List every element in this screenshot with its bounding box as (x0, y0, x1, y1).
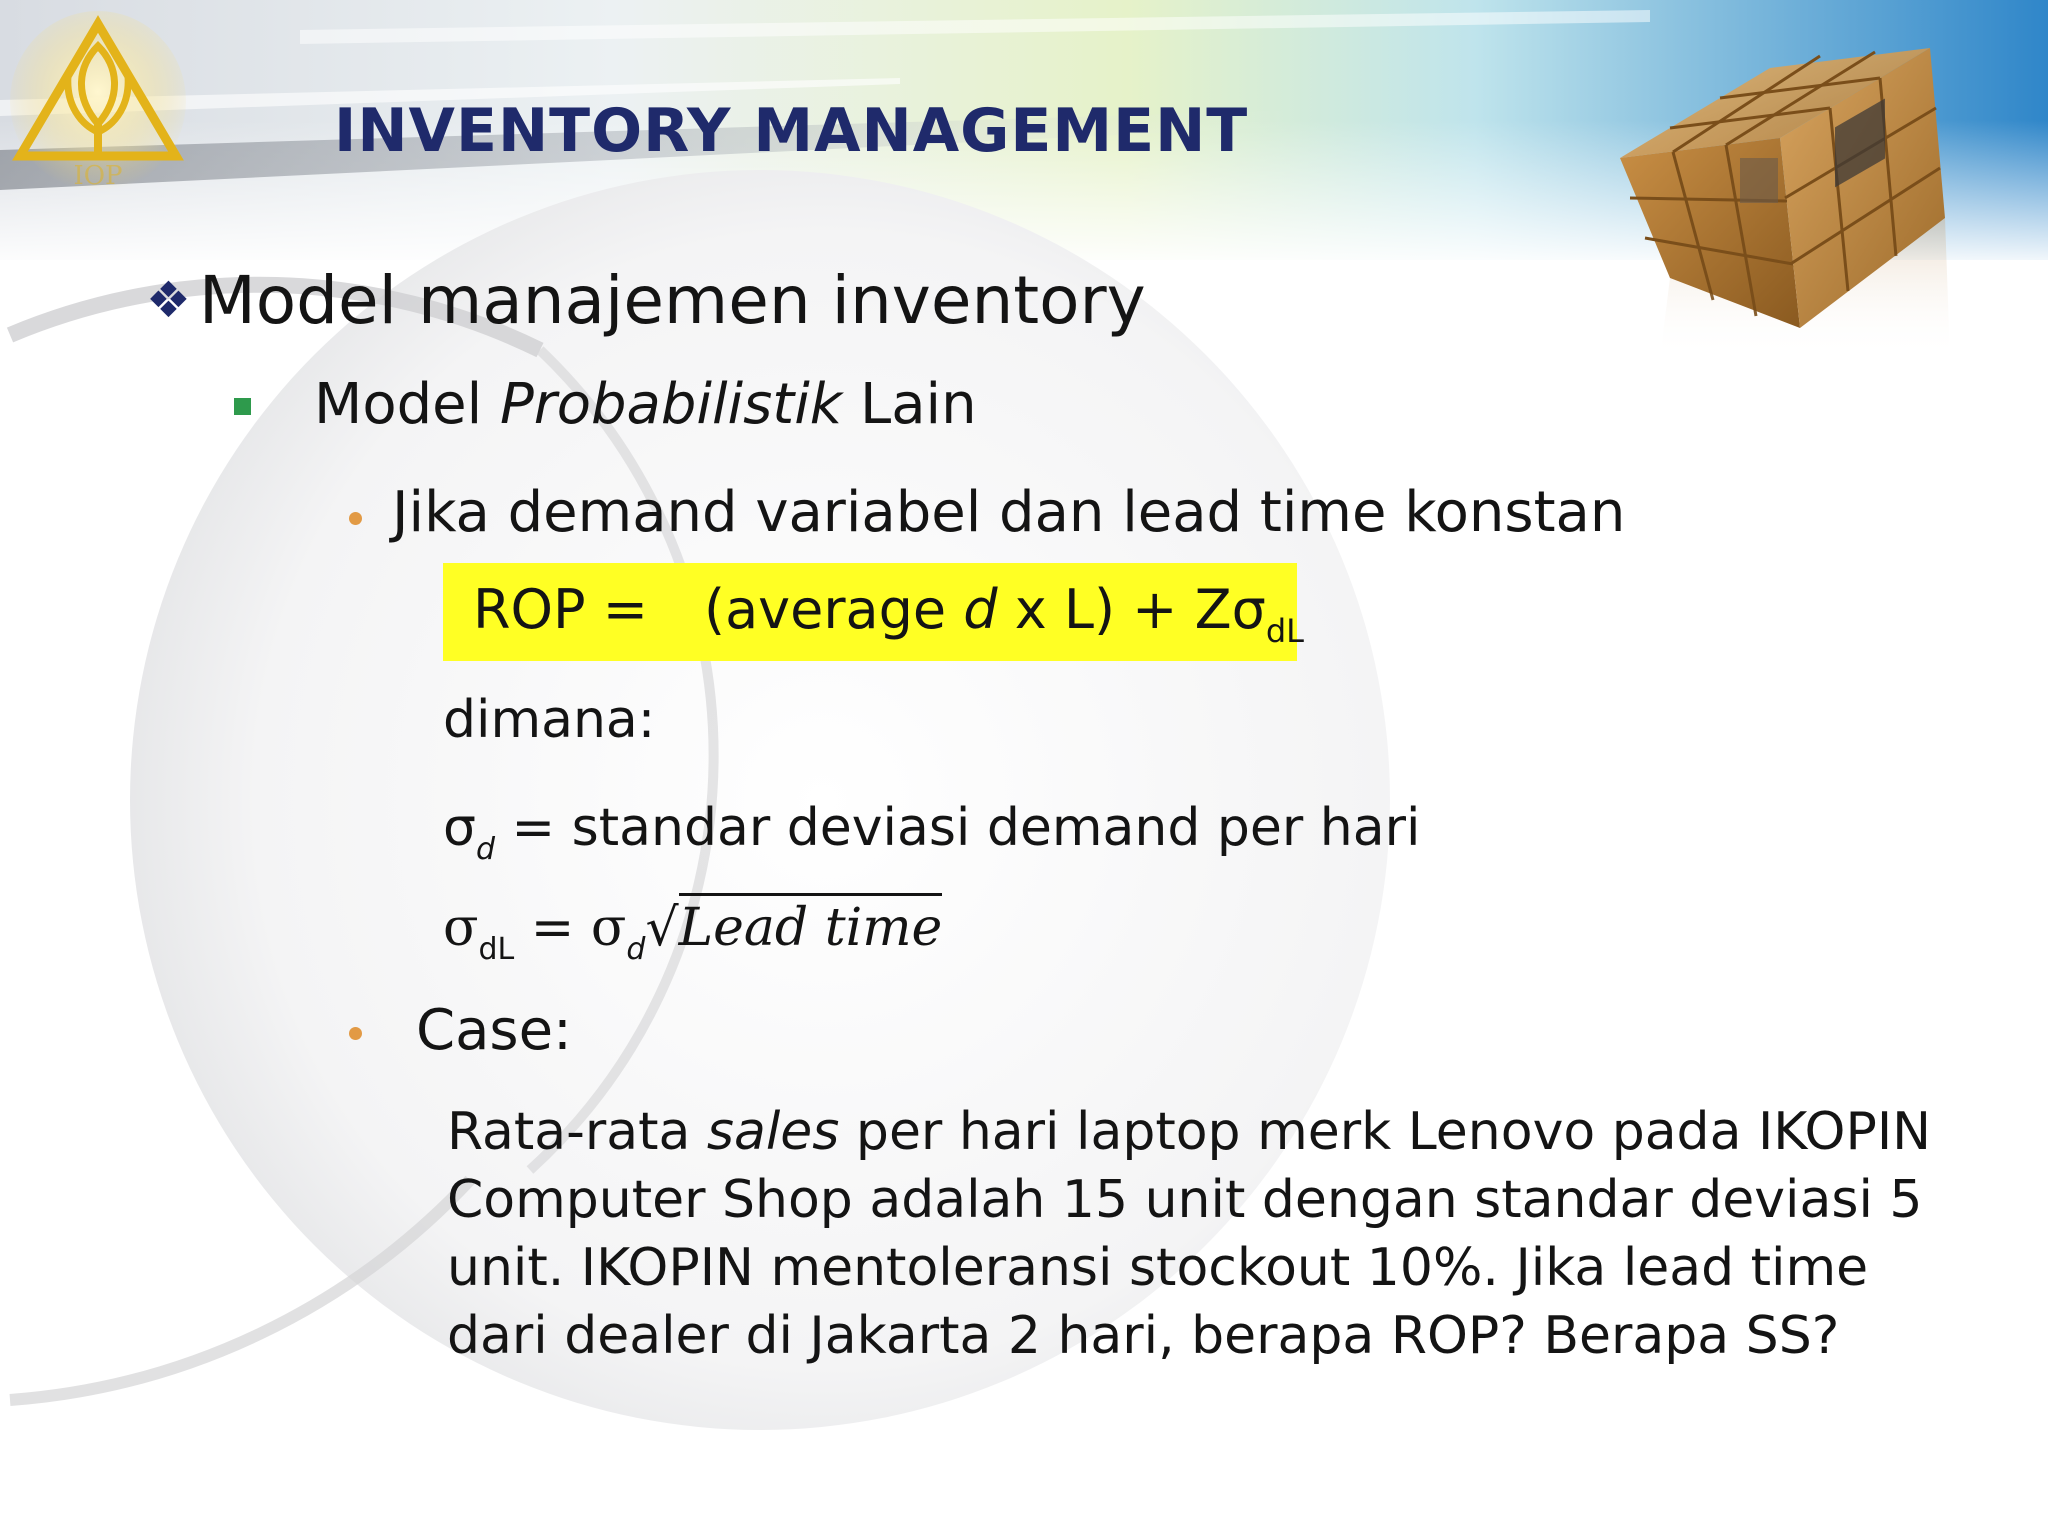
ikopin-logo-icon (8, 6, 188, 196)
level2-text-before: Model (314, 372, 500, 437)
def1-text: = standar deviasi demand per hari (495, 798, 1421, 858)
dot-bullet-icon (349, 512, 362, 525)
def2-subscript: dL (478, 932, 515, 967)
case-line-text: Rata-rata (447, 1102, 707, 1162)
rop-formula (473, 578, 1304, 650)
case-line (447, 1098, 2007, 1166)
formula-sigma: σ (1231, 578, 1266, 641)
formula-lhs: ROP = (473, 578, 648, 641)
definition-sigma-d (443, 798, 1420, 867)
case-line (447, 1166, 2007, 1234)
case-paragraph (447, 1098, 2007, 1370)
level2-text-italic: Probabilistik (499, 372, 843, 437)
svg-text:IOP: IOP (73, 161, 123, 191)
def2-subscript2: d (626, 932, 646, 967)
level1-item (146, 262, 1146, 339)
def2-equals: = (514, 898, 591, 958)
def1-subscript: d (475, 832, 496, 867)
case-label: Case: (416, 998, 572, 1063)
case-line-italic: sales (706, 1102, 840, 1162)
formula-rhs-mid: x L) + Z (997, 578, 1232, 641)
dot-bullet-icon (349, 1027, 362, 1040)
level2-text-after: Lain (842, 372, 977, 437)
diamond-bullet-icon: ❖ (146, 271, 191, 329)
def2-sigma2: σ (590, 898, 627, 958)
formula-rhs-open: (average (704, 578, 964, 641)
slide-title: INVENTORY MANAGEMENT (334, 96, 1249, 166)
level1-text: Model manajemen inventory (198, 262, 1146, 339)
level2-item (314, 372, 977, 437)
level3-item: Jika demand variabel dan lead time konstan (392, 480, 1626, 545)
square-bullet-icon (234, 398, 251, 415)
photo-cube-icon (1600, 28, 1960, 358)
def2-radicand: Lead time (679, 893, 943, 958)
case-line-text: unit. IKOPIN mentoleransi stockout 10%. Jika lead time (447, 1238, 1869, 1298)
formula-subscript: dL (1265, 612, 1304, 650)
def2-sigma: σ (443, 898, 479, 958)
case-line-text: Computer Shop adalah 15 unit dengan standar deviasi 5 (447, 1170, 1923, 1230)
def1-sigma: σ (443, 798, 476, 858)
case-line (447, 1234, 2007, 1302)
formula-rhs-italic: d (963, 578, 998, 641)
definition-sigma-dl (443, 898, 942, 967)
case-line-text: per hari laptop merk Lenovo pada IKOPIN (839, 1102, 1932, 1162)
radical-sign: √ (645, 898, 679, 958)
case-line-text: dari dealer di Jakarta 2 hari, berapa ROP? Berapa SS? (447, 1306, 1840, 1366)
case-line (447, 1302, 2007, 1370)
dimana-label: dimana: (443, 690, 656, 750)
